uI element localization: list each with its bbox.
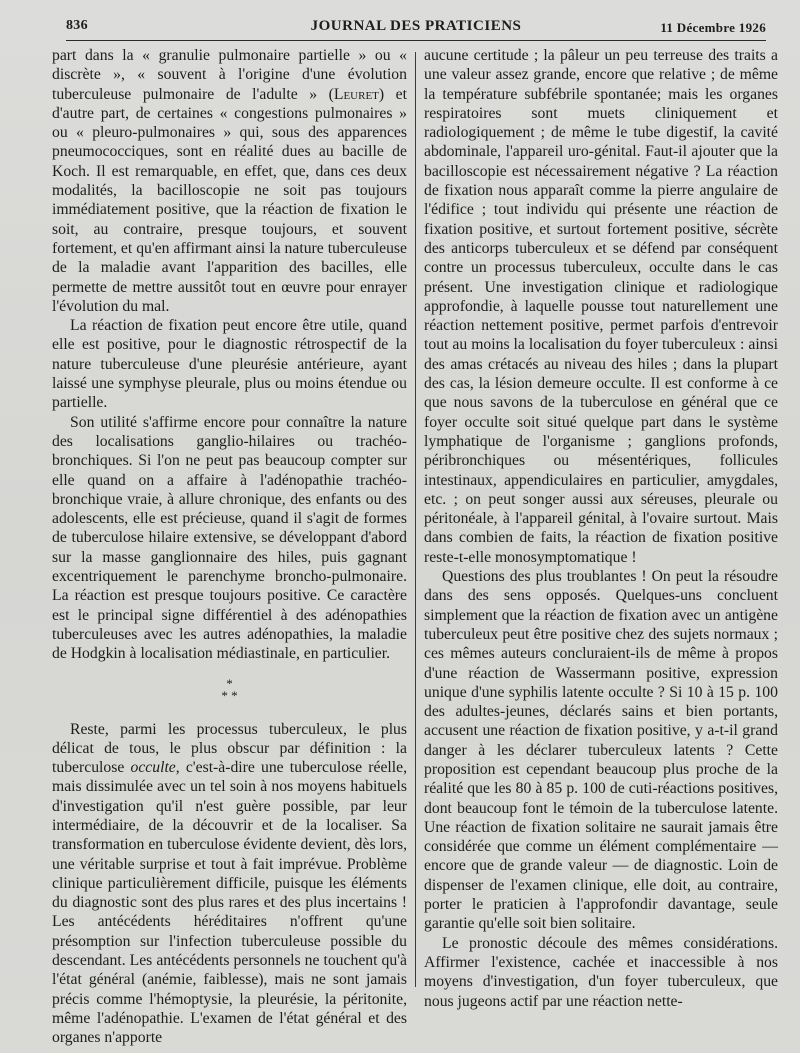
paragraph-right-2: Questions des plus troublantes ! On peut la résoudre dans des sens opposés. Quelques-uns concluent simplement que la réaction de fixation avec un antigène tuberculeux peut être positive chez des sujets normaux ; ces mêmes auteurs concluraient-ils de même à propos d'une réaction de Wassermann positive, expression unique d'une syphilis latente occulte ? Si 10 à 15 p. 100 des adultes-jeunes, déclarés sains et bien portants, accusent une réaction de fixation positive, y a-t-il grand danger à les déclarer tuberculeux latents ? Cette proposition est cependant beaucoup plus proche de la réalité que les 80 à 85 p. 100 de cuti-réactions positives, dont beaucoup font le témoin de la tuberculose latente. Une réaction de fixation solitaire ne saurait jamais être considérée que comme un élément complémentaire — encore que de grande valeur — de diagnostic. Loin de dispenser de l'examen clinique, elle doit, au contraire, porter le praticien à l'approfondir davantage, seule garantie qu'elle soit bien solitaire. [424,568,778,933]
left-column [52,46,407,1048]
paragraph-left-3: Son utilité s'affirme encore pour connaître la nature des localisations ganglio-hilaires ou trachéo-bronchiques. Si l'on ne peut pas beaucoup compter sur elle quand on a affaire à l'adénopathie trachéo-bronchique vraie, à allure chronique, des enfants ou des adolescents, elle est précieuse, quand il s'agit de formes de tuberculose hilaire extensive, se développant d'abord sur la masse ganglionnaire des hiles, puis gagnant excentriquement le parenchyme broncho-pulmonaire. La réaction est presque toujours positive. Ce caractère est le principal signe différentiel à des adénopathies tuberculeuses avec les autres adénopathies, la maladie de Hodgkin à localisation médiastinale, en particulier. [52,413,407,663]
column-divider [415,52,416,987]
author-name: Leuret [333,85,379,103]
section-separator: * * * [221,675,238,703]
page-number: 836 [66,18,88,33]
right-column [424,46,778,1011]
issue-date: 11 Décembre 1926 [660,20,766,35]
journal-title: JOURNAL DES PRATICIENS [310,18,522,34]
paragraph-left-2: La réaction de fixation peut encore être utile, quand elle est positive, pour le diagnostic rétrospectif de la nature tuberculeuse d'une pleurésie antérieure, ayant laissé une symphyse pleurale, plus ou moins étendue ou partielle. [52,317,407,412]
page-header [66,14,766,41]
paragraph-left-1: part dans la « granulie pulmonaire partielle » ou « discrète », « souvent à l'origine d'une évolution tuberculeuse pulmonaire de l'adulte » (Leuret) et d'autre part, de certaines « congestions pulmonaires » ou « pleuro-pulmonaires » qui, sous des apparences pneumococciques, sont en réalité dues au bacille de Koch. Il est remarquable, en effet, que, dans ces deux modalités, la bacilloscopie ne soit pas toujours immédiatement positive, que la réaction de fixation le soit, au contraire, presque toujours, et souvent fortement, et qu'en affirmant ainsi la nature tuberculeuse de la maladie avant l'apparition des bacilles, elle permette de mettre aussitôt tout en œuvre pour enrayer l'évolution du mal. [52,47,408,315]
paragraph-right-3: Le pronostic découle des mêmes considérations. Affirmer l'existence, cachée et inaccessible à nos moyens d'investigation, d'un foyer tuberculeux, que nous jugeons actif par une réaction nette- [424,934,778,1010]
paragraph-right-1: aucune certitude ; la pâleur un peu terreuse des traits a une valeur assez grande, encore que relative ; de même la température subfébrile spontanée; mais les organes respiratoires sont muets cliniquement et radiologiquement ; de même le tube digestif, la cavité abdominale, l'appareil uro-génital. Faut-il ajouter que la bacilloscopie est nécessairement négative ? La réaction de fixation nous apparaît comme la pierre angulaire de l'édifice ; tout individu qui présente une réaction de fixation positive, et surtout fortement positive, sécrète des anticorps tuberculeux et se défend par conséquent contre un processus tuberculeux, occulte dans le cas présent. Une investigation clinique et radiologique approfondie, à laquelle pousse tout naturellement une réaction nettement positive, permet parfois d'entrevoir tout au moins la localisation du foyer tuberculeux : ainsi des amas crétacés au niveau des hiles ; dans la plupart des cas, la lésion demeure occulte. Il est conforme à ce que nous savons de la tuberculose en général que ce foyer occulte soit situé quelque part dans le système lymphatique de l'organisme ; ganglions profonds, péribronchiques ou mésentériques, follicules intestinaux, appendiculaires en particulier, amygdales, etc. ; on peut songer aussi aux séreuses, pleurale ou péritonéale, à l'appareil génital, à l'ovaire surtout. Mais dans combien de faits, la réaction de fixation positive reste-t-elle monosymptomatique ! [424,47,778,566]
paragraph-left-4: Reste, parmi les processus tuberculeux, le plus délicat de tous, le plus obscur par définition : la tuberculose occulte, c'est-à-dire une tuberculose réelle, mais dissimulée avec un tel soin à nos moyens habituels d'investigation qu'il n'est guère possible, par leur intermédiaire, de la découvrir et de la localiser. Sa transformation en tuberculose évidente devient, dès lors, une véritable surprise et tout à fait imprévue. Problème clinique particulièrement difficile, puisque les éléments du diagnostic sont des plus rares et des plus incertains ! Les antécédents héréditaires n'offrent qu'une présomption sur l'infection tuberculeuse possible du descendant. Les antécédents personnels ne touchent qu'à l'état général (anémie, faiblesse), mais ne sont jamais précis comme l'hémoptysie, la pleurésie, la péritonite, même l'adénopathie. L'examen de l'état général et des organes n'apporte [52,720,408,1047]
emphasis-occulte: occulte [130,759,176,777]
